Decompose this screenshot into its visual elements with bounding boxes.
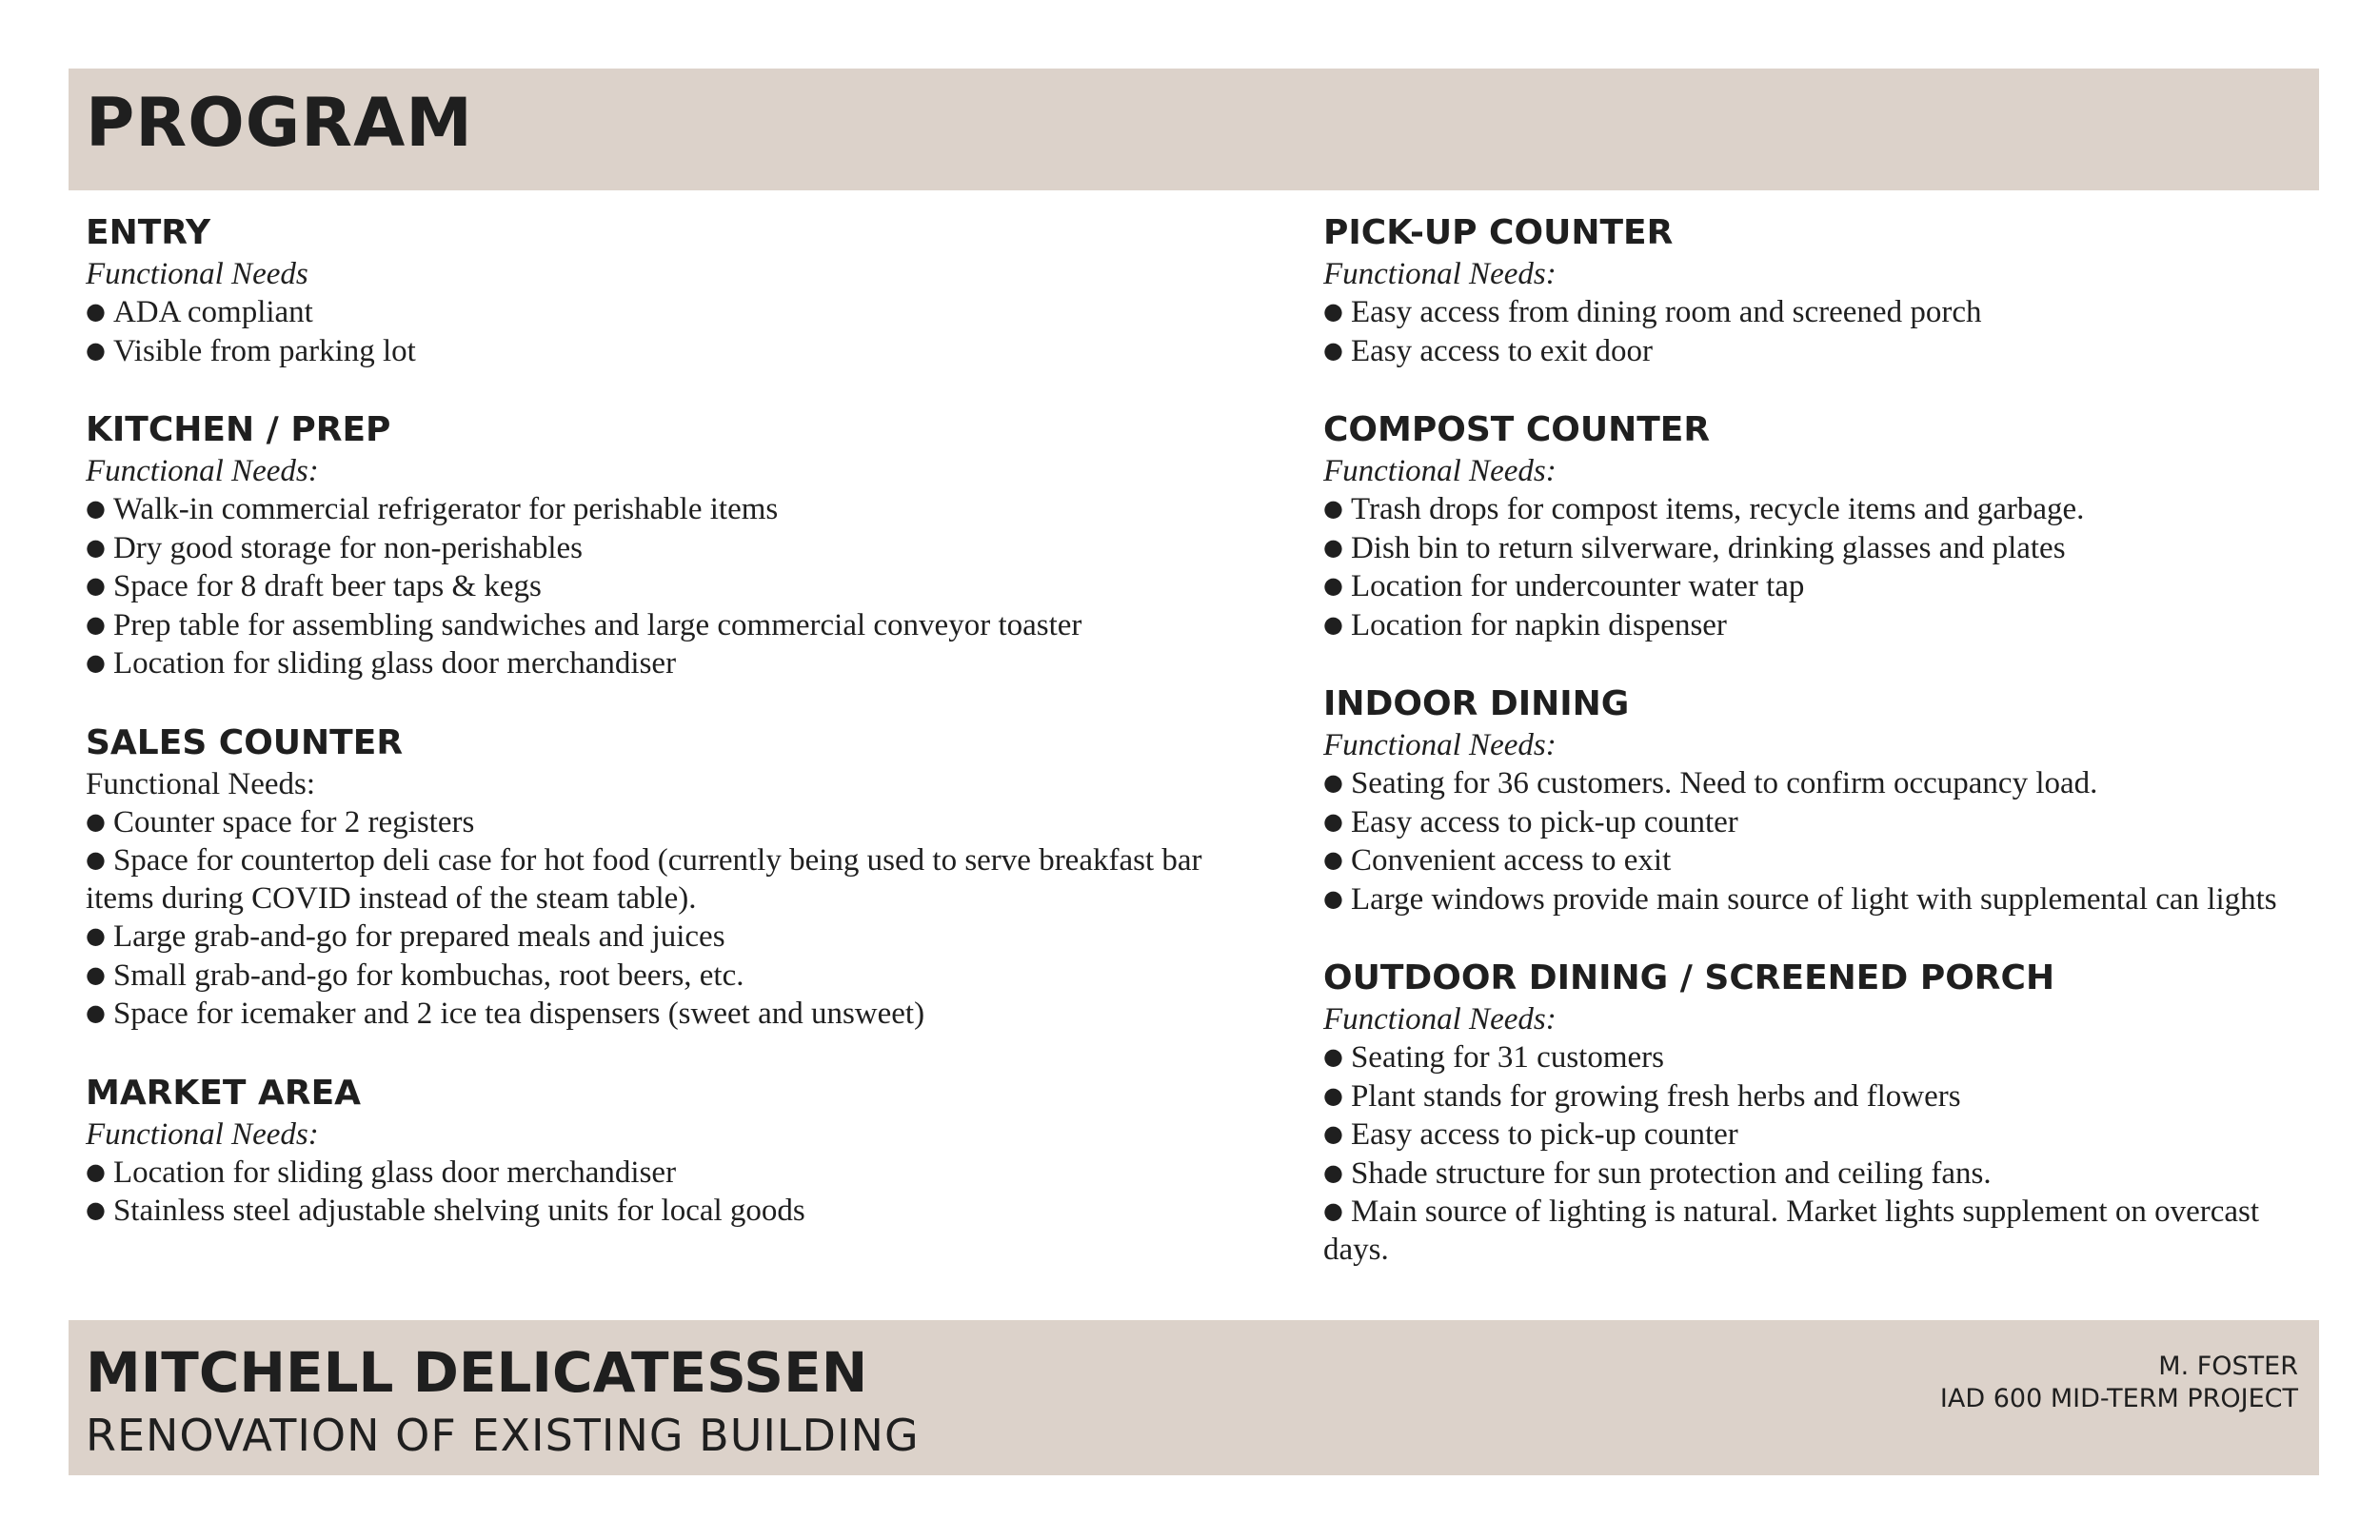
functional-needs-label: Functional Needs:	[86, 454, 319, 488]
section-heading: PICK-UP COUNTER	[1323, 213, 1674, 252]
list-item	[86, 803, 1266, 842]
page-title: PROGRAM	[86, 84, 473, 162]
bullet-icon: ●	[86, 533, 106, 561]
list-item	[1323, 1193, 2313, 1269]
needs-list	[1323, 293, 2313, 370]
project-subtitle: RENOVATION OF EXISTING BUILDING	[86, 1410, 920, 1461]
list-item	[1323, 529, 2313, 568]
list-item-text: ADA compliant	[112, 295, 313, 329]
needs-list	[86, 293, 1266, 370]
bullet-icon: ●	[1323, 769, 1343, 796]
functional-needs-label: Functional Needs:	[1323, 454, 1557, 488]
list-item-text: Space for icemaker and 2 ice tea dispensers (sweet and unsweet)	[112, 997, 925, 1031]
list-item	[1323, 1038, 2313, 1077]
footer-band	[69, 1320, 2319, 1475]
bullet-icon: ●	[1323, 298, 1343, 325]
list-item	[1323, 332, 2313, 371]
list-item-text: Location for sliding glass door merchandiser	[112, 646, 677, 681]
list-item-text: Dry good storage for non-perishables	[112, 530, 583, 565]
list-item-text: Easy access to pick-up counter	[1350, 1117, 1738, 1152]
list-item	[1323, 1116, 2313, 1155]
bullet-icon: ●	[1323, 846, 1343, 873]
list-item-text: Small grab-and-go for kombuchas, root beers, etc.	[112, 958, 744, 993]
list-item-text: Location for napkin dispenser	[1350, 607, 1727, 642]
functional-needs-label: Functional Needs:	[1323, 1002, 1557, 1037]
course-name: IAD 600 MID-TERM PROJECT	[1939, 1384, 2298, 1413]
list-item-text: Convenient access to exit	[1350, 843, 1672, 878]
needs-list	[1323, 1038, 2313, 1269]
section-heading: COMPOST COUNTER	[1323, 410, 1711, 449]
needs-list	[86, 1154, 1266, 1231]
section-heading: KITCHEN / PREP	[86, 410, 391, 449]
header-band	[69, 69, 2319, 190]
program-section	[1323, 957, 2313, 1269]
list-item	[86, 918, 1266, 957]
section-heading: OUTDOOR DINING / SCREENED PORCH	[1323, 958, 2055, 997]
bullet-icon: ●	[86, 960, 106, 988]
list-item	[86, 1192, 1266, 1231]
bullet-icon: ●	[1323, 572, 1343, 599]
list-item-text: Trash drops for compost items, recycle items and garbage.	[1350, 492, 2085, 526]
list-item	[86, 529, 1266, 568]
list-item	[1323, 1155, 2313, 1194]
bullet-icon: ●	[1323, 807, 1343, 835]
list-item-text: Large windows provide main source of light with supplemental can lights	[1350, 881, 2277, 917]
list-item	[1323, 1077, 2313, 1116]
bullet-icon: ●	[86, 610, 106, 638]
list-item	[86, 841, 1266, 918]
list-item	[86, 567, 1266, 606]
bullet-icon: ●	[86, 649, 106, 676]
list-item	[1323, 567, 2313, 606]
list-item-text: Walk-in commercial refrigerator for perishable items	[112, 492, 779, 526]
list-item-text: Main source of lighting is natural. Market lights supplement on overcast days.	[1323, 1194, 2260, 1267]
bullet-icon: ●	[86, 922, 106, 949]
list-item-text: Plant stands for growing fresh herbs and flowers	[1350, 1078, 1961, 1114]
bullet-icon: ●	[1323, 1197, 1343, 1224]
bullet-icon: ●	[86, 846, 106, 873]
program-section	[1323, 211, 2313, 370]
bullet-icon: ●	[86, 1157, 106, 1185]
list-item-text: Visible from parking lot	[112, 333, 416, 368]
list-item-text: Large grab-and-go for prepared meals and juices	[112, 919, 725, 954]
list-item	[86, 293, 1266, 332]
section-heading: MARKET AREA	[86, 1073, 362, 1113]
section-heading: INDOOR DINING	[1323, 684, 1630, 723]
project-title: MITCHELL DELICATESSEN	[86, 1340, 868, 1405]
bullet-icon: ●	[1323, 1158, 1343, 1186]
section-heading: SALES COUNTER	[86, 722, 404, 762]
needs-list	[1323, 764, 2313, 918]
right-column	[1323, 211, 2313, 1307]
bullet-icon: ●	[1323, 884, 1343, 912]
bullet-icon: ●	[1323, 336, 1343, 364]
list-item	[1323, 293, 2313, 332]
list-item-text: Prep table for assembling sandwiches and large commercial conveyor toaster	[112, 607, 1082, 642]
author-name: M. FOSTER	[2158, 1352, 2298, 1381]
bullet-icon: ●	[1323, 1043, 1343, 1070]
functional-needs-label: Functional Needs:	[86, 766, 316, 801]
bullet-icon: ●	[86, 298, 106, 325]
functional-needs-label: Functional Needs	[86, 257, 308, 291]
list-item-text: Stainless steel adjustable shelving units for local goods	[112, 1194, 805, 1228]
program-section	[1323, 682, 2313, 918]
list-item-text: Location for sliding glass door merchandiser	[112, 1155, 677, 1190]
bullet-icon: ●	[1323, 610, 1343, 638]
bullet-icon: ●	[86, 572, 106, 599]
list-item-text: Counter space for 2 registers	[112, 804, 475, 839]
list-item-text: Seating for 31 customers	[1350, 1040, 1664, 1075]
list-item	[1323, 606, 2313, 645]
list-item	[86, 332, 1266, 371]
bullet-icon: ●	[1323, 495, 1343, 522]
bullet-icon: ●	[86, 999, 106, 1026]
list-item-text: Space for countertop deli case for hot food (currently being used to serve breakfast bar items during COVID instead of the steam table).	[86, 843, 1202, 916]
list-item	[1323, 490, 2313, 529]
list-item	[86, 995, 1266, 1034]
functional-needs-label: Functional Needs:	[86, 1116, 319, 1152]
bullet-icon: ●	[86, 336, 106, 364]
list-item-text: Easy access from dining room and screened porch	[1350, 295, 1982, 329]
bullet-icon: ●	[1323, 1081, 1343, 1109]
list-item	[1323, 803, 2313, 842]
list-item	[86, 1154, 1266, 1193]
program-section	[86, 1072, 1266, 1231]
bullet-icon: ●	[1323, 533, 1343, 561]
list-item-text: Seating for 36 customers. Need to confirm occupancy load.	[1350, 766, 2098, 800]
list-item	[86, 957, 1266, 996]
program-section	[86, 408, 1266, 683]
list-item	[1323, 880, 2313, 919]
section-heading: ENTRY	[86, 213, 211, 252]
list-item	[1323, 841, 2313, 880]
list-item	[86, 644, 1266, 683]
list-item-text: Dish bin to return silverware, drinking glasses and plates	[1350, 530, 2066, 565]
needs-list	[1323, 490, 2313, 644]
program-section	[1323, 408, 2313, 644]
list-item-text: Easy access to exit door	[1350, 333, 1654, 368]
list-item-text: Location for undercounter water tap	[1350, 569, 1805, 603]
needs-list	[86, 490, 1266, 683]
list-item	[86, 490, 1266, 529]
bullet-icon: ●	[86, 495, 106, 522]
functional-needs-label: Functional Needs:	[1323, 728, 1557, 762]
functional-needs-label: Functional Needs:	[1323, 257, 1557, 291]
list-item-text: Shade structure for sun protection and ceiling fans.	[1350, 1155, 1992, 1191]
list-item-text: Space for 8 draft beer taps & kegs	[112, 569, 542, 603]
list-item	[1323, 764, 2313, 803]
left-column	[86, 211, 1266, 1269]
needs-list	[86, 803, 1266, 1034]
program-section	[86, 211, 1266, 370]
bullet-icon: ●	[86, 1196, 106, 1223]
bullet-icon: ●	[1323, 1120, 1343, 1147]
program-section	[86, 721, 1266, 1034]
bullet-icon: ●	[86, 807, 106, 835]
list-item	[86, 606, 1266, 645]
project-meta	[1940, 1351, 2298, 1415]
list-item-text: Easy access to pick-up counter	[1350, 804, 1738, 839]
